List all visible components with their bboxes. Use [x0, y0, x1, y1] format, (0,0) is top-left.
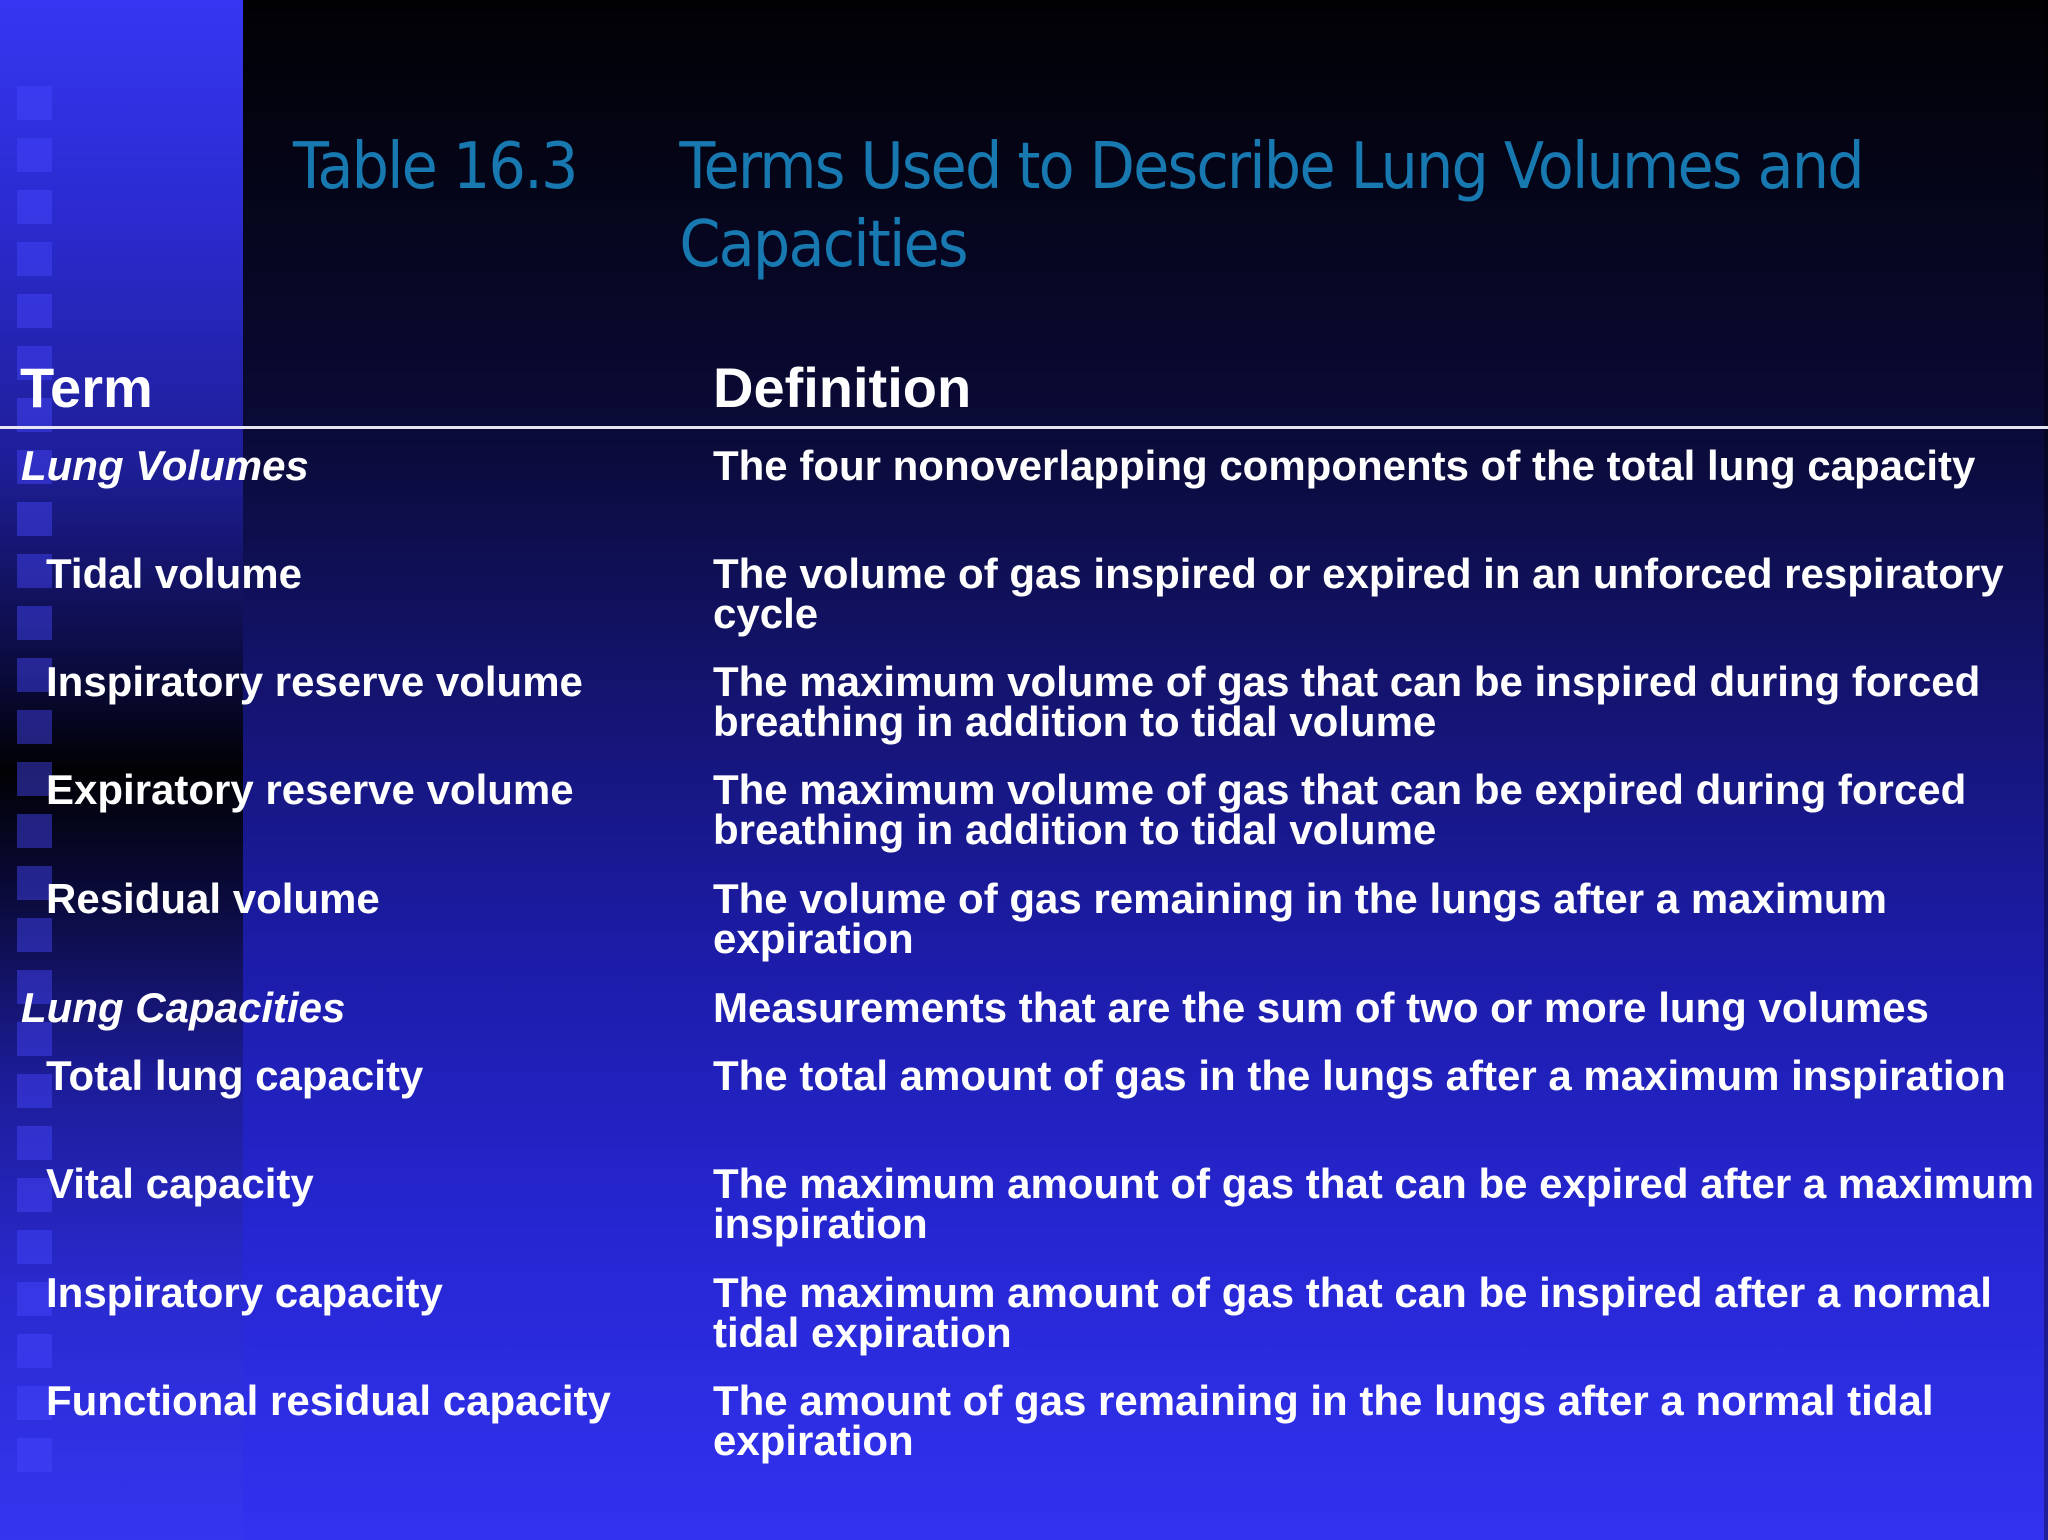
decorative-square	[17, 86, 52, 120]
decorative-square	[17, 242, 52, 276]
right-edge-border	[2044, 0, 2048, 1540]
decorative-square	[17, 1438, 52, 1472]
definition-cell: The total amount of gas in the lungs after a maximum inspiration	[713, 1052, 2006, 1099]
definition-cell: The maximum amount of gas that can be inspired after a normal tidal expiration	[713, 1269, 1992, 1356]
table-title-text: Terms Used to Describe Lung Volumes and Capacities	[679, 130, 1863, 282]
decorative-square	[17, 1126, 52, 1160]
decorative-square	[17, 918, 52, 952]
definition-cell: The amount of gas remaining in the lungs after a normal tidal expiration	[713, 1377, 1934, 1464]
table-number: Table 16.3	[293, 130, 577, 204]
header-divider	[0, 426, 2048, 429]
definition-cell: The maximum amount of gas that can be expired after a maximum inspiration	[713, 1160, 2035, 1247]
term-cell: Residual volume	[46, 875, 380, 922]
term-cell: Total lung capacity	[46, 1052, 424, 1099]
term-cell: Functional residual capacity	[46, 1377, 611, 1424]
term-cell: Lung Capacities	[21, 984, 346, 1031]
term-cell: Tidal volume	[46, 550, 302, 597]
decorative-square	[17, 606, 52, 640]
decorative-square	[17, 294, 52, 328]
decorative-square	[17, 138, 52, 172]
decorative-square	[17, 1334, 52, 1368]
column-header-definition: Definition	[713, 356, 972, 419]
term-cell: Vital capacity	[46, 1160, 314, 1207]
definition-cell: The four nonoverlapping components of the total lung capacity	[713, 442, 1976, 489]
definition-cell: Measurements that are the sum of two or more lung volumes	[713, 984, 1929, 1031]
decorative-square	[17, 1230, 52, 1264]
decorative-square	[17, 502, 52, 536]
definition-cell: The volume of gas inspired or expired in an unforced respiratory cycle	[713, 550, 2004, 637]
definition-cell: The maximum volume of gas that can be expired during forced breathing in addition to tidal volume	[713, 766, 1967, 853]
term-cell: Lung Volumes	[21, 442, 309, 489]
decorative-square	[17, 814, 52, 848]
column-header-term: Term	[20, 356, 153, 419]
definition-cell: The maximum volume of gas that can be inspired during forced breathing in addition to tidal volume	[713, 658, 1981, 745]
term-cell: Inspiratory reserve volume	[46, 658, 583, 705]
term-cell: Expiratory reserve volume	[46, 766, 574, 813]
definition-cell: The volume of gas remaining in the lungs after a maximum expiration	[713, 875, 1887, 962]
decorative-square	[17, 710, 52, 744]
decorative-square	[17, 190, 52, 224]
term-cell: Inspiratory capacity	[46, 1269, 443, 1316]
